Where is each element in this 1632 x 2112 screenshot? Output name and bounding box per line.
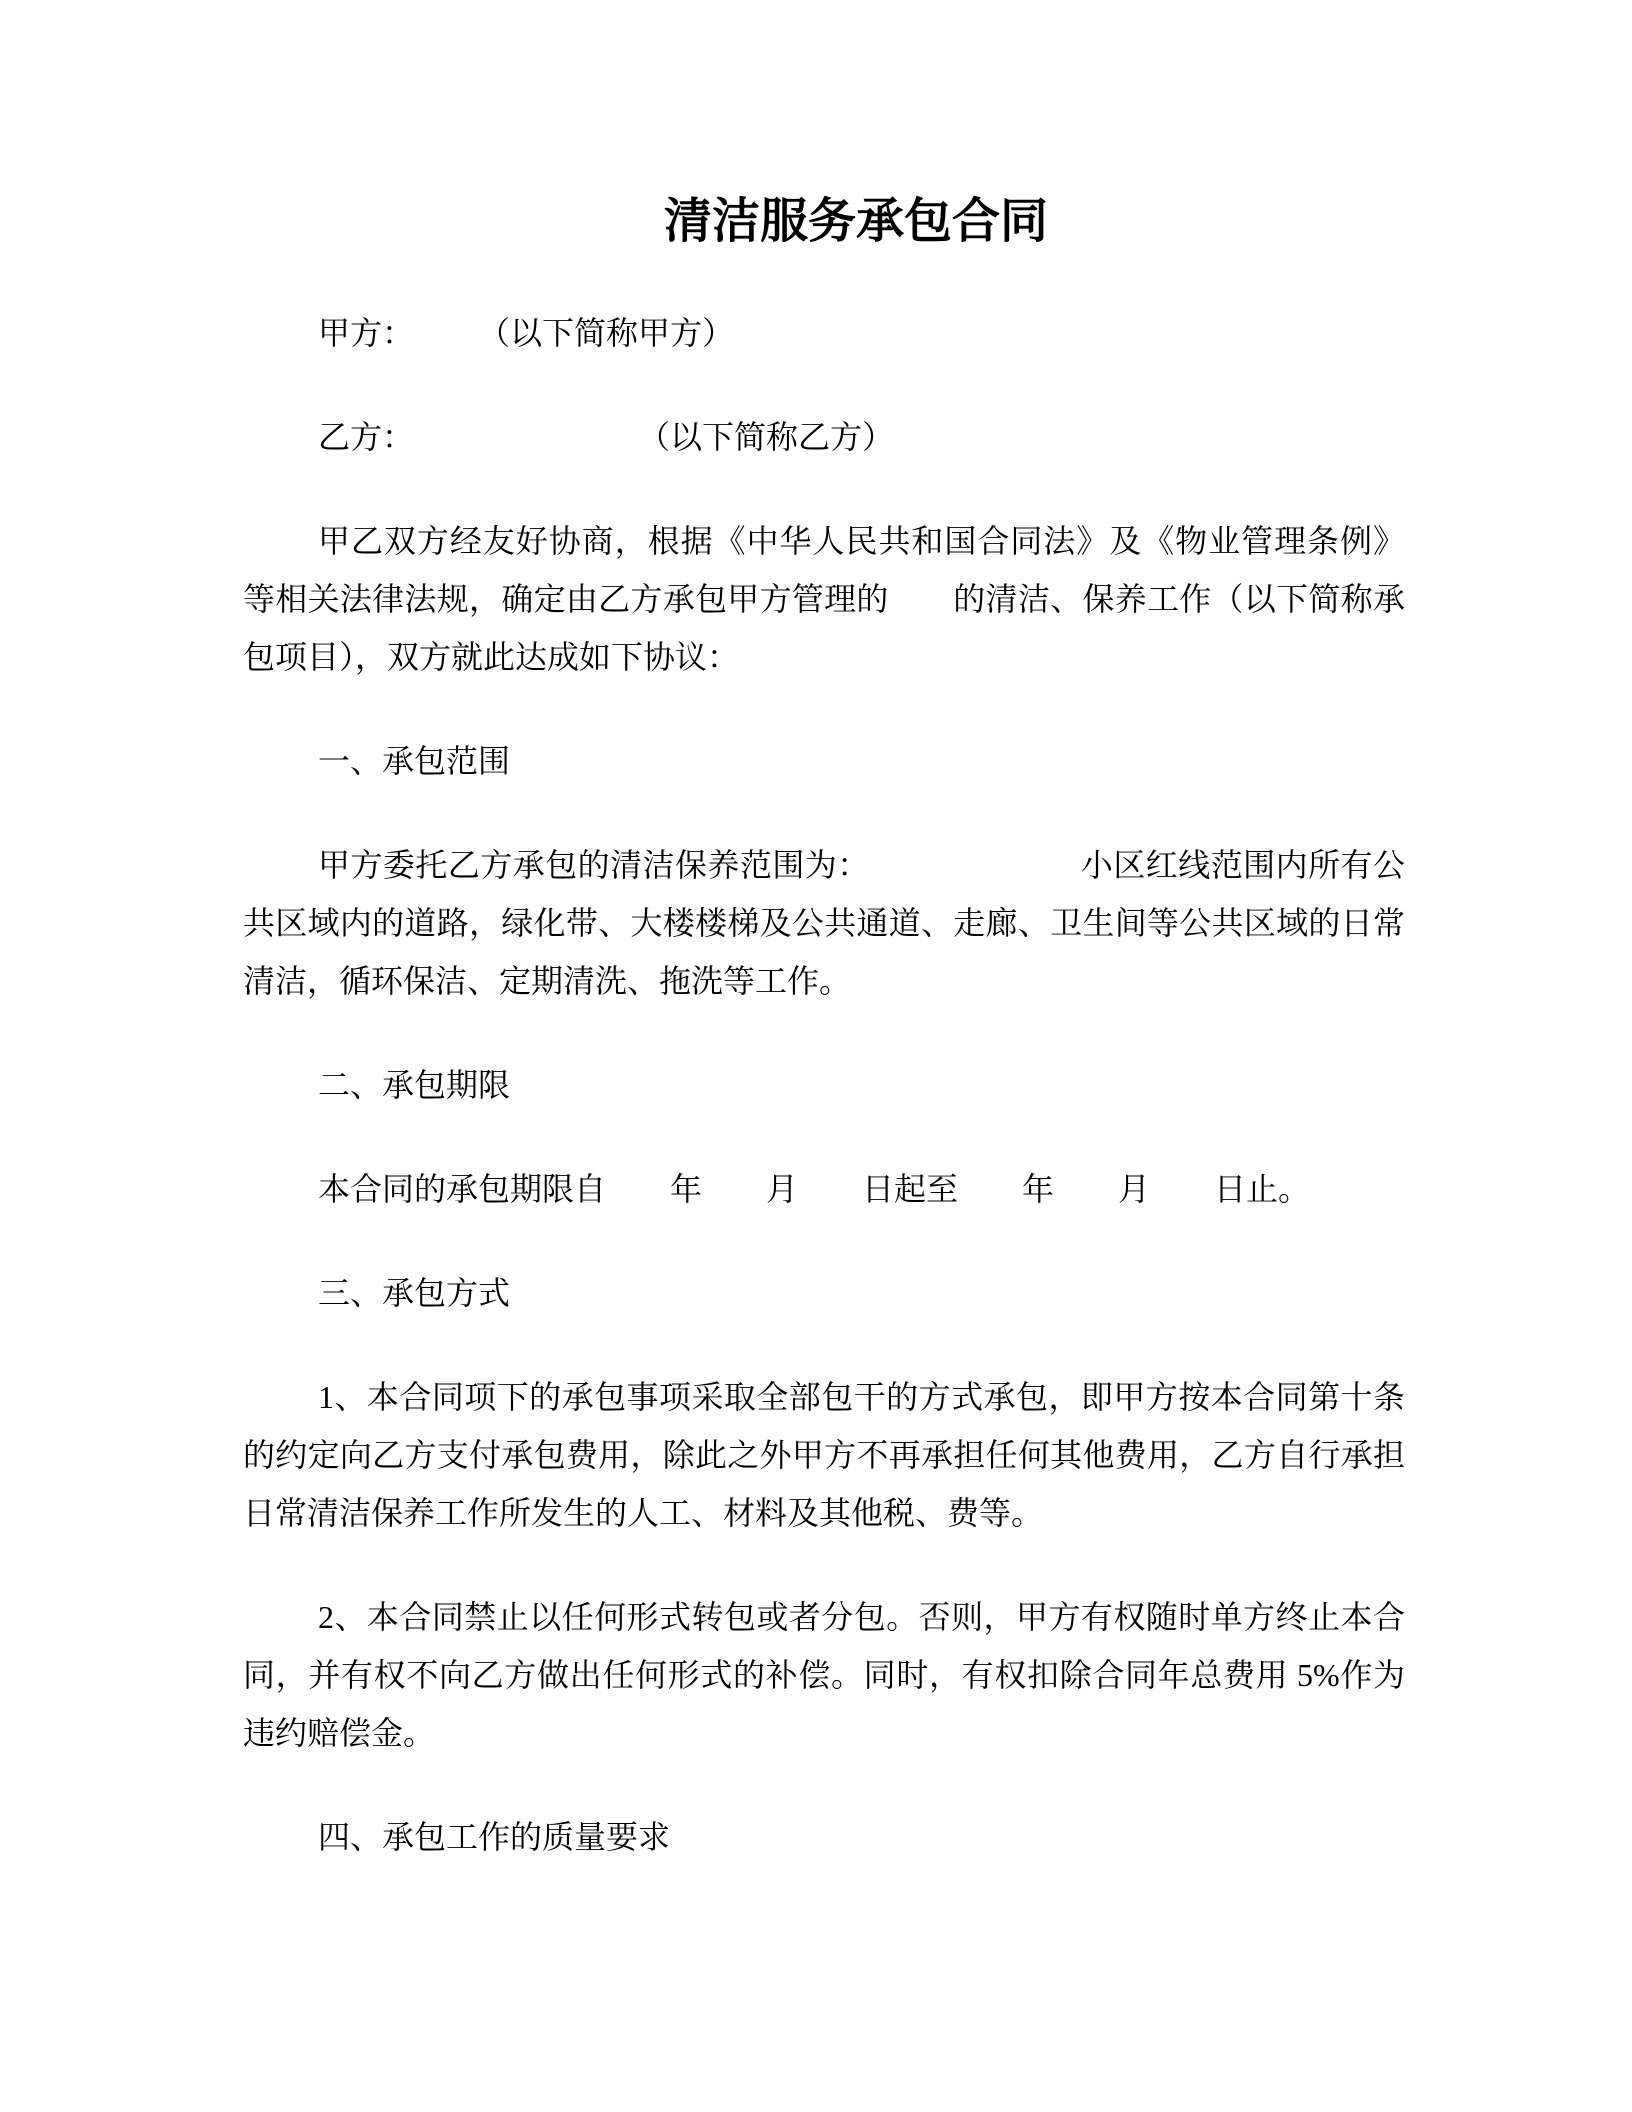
para-method-item-2: 2、本合同禁止以任何形式转包或者分包。否则，甲方有权随时单方终止本合同，并有权不向乙方做出任何形式的补偿。同时，有权扣除合同年总费用 5%作为违约赔偿金。 <box>243 1599 1405 1751</box>
para-party-b: 乙方： （以下简称乙方） <box>318 419 895 455</box>
para-scope-detail: 甲方委托乙方承包的清洁保养范围为： 小区红线范围内所有公共区域内的道路，绿化带、大楼楼梯及公共通道、走廊、卫生间等公共区域的日常清洁，循环保洁、定期清洗、拖洗等工作。 <box>243 847 1405 999</box>
heading-section-4-quality: 四、承包工作的质量要求 <box>318 1819 671 1855</box>
para-party-a: 甲方： （以下简称甲方） <box>318 315 735 351</box>
para-preamble: 甲乙双方经友好协商，根据《中华人民共和国合同法》及《物业管理条例》等相关法律法规，确定由乙方承包甲方管理的 的清洁、保养工作（以下简称承包项目），双方就此达成如下协议： <box>243 523 1405 675</box>
heading-section-3-method: 三、承包方式 <box>318 1275 511 1311</box>
doc-title: 清洁服务承包合同 <box>663 195 1048 248</box>
heading-section-1-scope: 一、承包范围 <box>318 743 511 779</box>
heading-section-2-term: 二、承包期限 <box>318 1067 511 1103</box>
para-method-item-1: 1、本合同项下的承包事项采取全部包干的方式承包，即甲方按本合同第十条的约定向乙方支付承包费用，除此之外甲方不再承担任何其他费用，乙方自行承担日常清洁保养工作所发生的人工、材料及其他税、费等。 <box>243 1379 1405 1531</box>
para-term-dates: 本合同的承包期限自 年 月 日起至 年 月 日止。 <box>318 1171 1311 1207</box>
